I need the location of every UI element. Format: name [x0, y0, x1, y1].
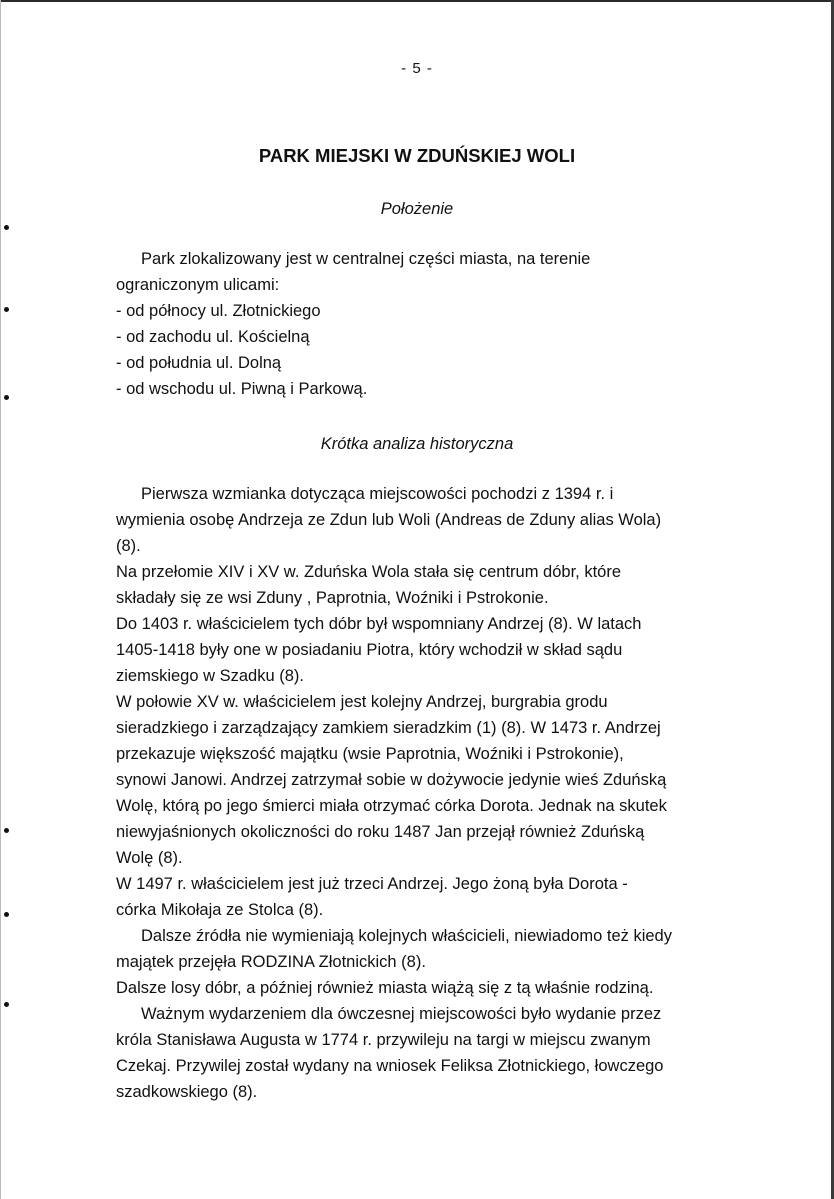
- paragraph-line: Dalsze źródła nie wymieniają kolejnych właścicieli, niewiadomo też kiedy: [141, 927, 672, 945]
- section-heading-history: Krótka analiza historyczna: [320, 435, 514, 453]
- paragraph-line: wymienia osobę Andrzeja ze Zdun lub Woli (Andreas de Zduny alias Wola): [116, 511, 662, 529]
- paragraph-line: majątek przejęła RODZINA Złotnickich (8).: [116, 953, 426, 971]
- page-number: - 5 -: [401, 60, 433, 77]
- bound-list-item: - od południa ul. Dolną: [116, 354, 282, 372]
- binding-hole-mark: [4, 395, 9, 400]
- paragraph-line: niewyjaśnionych okoliczności do roku 1487 Jan przejął również Zduńską: [116, 823, 645, 841]
- paragraph-line: córka Mikołaja ze Stolca (8).: [116, 901, 324, 919]
- paragraph-line: 1405-1418 były one w posiadaniu Piotra, który wchodził w skład sądu: [116, 641, 623, 659]
- paragraph-line: Czekaj. Przywilej został wydany na wniosek Feliksa Złotnickiego, łowczego: [116, 1057, 664, 1075]
- paragraph-line: króla Stanisława Augusta w 1774 r. przywileju na targi w miejscu zwanym: [116, 1031, 651, 1049]
- paragraph-line: (8).: [116, 537, 141, 555]
- paragraph-line: Dalsze losy dóbr, a później również miasta wiążą się z tą właśnie rodziną.: [116, 979, 654, 997]
- paragraph-line: ziemskiego w Szadku (8).: [116, 667, 304, 685]
- paragraph-line: Pierwsza wzmianka dotycząca miejscowości pochodzi z 1394 r. i: [141, 485, 614, 503]
- paragraph-line: sieradzkiego i zarządzający zamkiem sieradzkim (1) (8). W 1473 r. Andrzej: [116, 719, 661, 737]
- paragraph-line: Park zlokalizowany jest w centralnej części miasta, na terenie: [141, 250, 591, 268]
- binding-hole-mark: [4, 912, 9, 917]
- paragraph-line: składały się ze wsi Zduny , Paprotnia, Woźniki i Pstrokonie.: [116, 589, 549, 607]
- paragraph-line: synowi Janowi. Andrzej zatrzymał sobie w dożywocie jedynie wieś Zduńską: [116, 771, 667, 789]
- paragraph-line: W połowie XV w. właścicielem jest kolejny Andrzej, burgrabia grodu: [116, 693, 608, 711]
- paragraph-line: Ważnym wydarzeniem dla ówczesnej miejscowości było wydanie przez: [141, 1005, 662, 1023]
- bound-list-item: - od północy ul. Złotnickiego: [116, 302, 321, 320]
- document-title: PARK MIEJSKI W ZDUŃSKIEJ WOLI: [258, 145, 576, 166]
- paragraph-line: przekazuje większość majątku (wsie Paprotnia, Woźniki i Pstrokonie),: [116, 745, 624, 763]
- section-heading-location: Położenie: [380, 200, 454, 218]
- location-section-body: [116, 246, 726, 402]
- paragraph-line: Wolę (8).: [116, 849, 183, 867]
- paragraph-line: szadkowskiego (8).: [116, 1083, 258, 1101]
- scan-edge-left: [0, 0, 1, 1199]
- bound-list-item: - od zachodu ul. Kościelną: [116, 328, 310, 346]
- binding-hole-mark: [4, 225, 9, 230]
- history-section-body: [116, 481, 726, 1105]
- binding-hole-mark: [4, 307, 9, 312]
- paragraph-line: ograniczonym ulicami:: [116, 276, 280, 294]
- paragraph-line: Wolę, którą po jego śmierci miała otrzymać córka Dorota. Jednak na skutek: [116, 797, 667, 815]
- paragraph-line: Do 1403 r. właścicielem tych dóbr był wspomniany Andrzej (8). W latach: [116, 615, 642, 633]
- binding-hole-mark: [4, 828, 9, 833]
- scan-edge-top: [0, 0, 834, 2]
- paragraph-line: W 1497 r. właścicielem jest już trzeci Andrzej. Jego żoną była Dorota -: [116, 875, 628, 893]
- paragraph-line: Na przełomie XIV i XV w. Zduńska Wola stała się centrum dóbr, które: [116, 563, 621, 581]
- binding-hole-mark: [4, 1002, 9, 1007]
- bound-list-item: - od wschodu ul. Piwną i Parkową.: [116, 380, 368, 398]
